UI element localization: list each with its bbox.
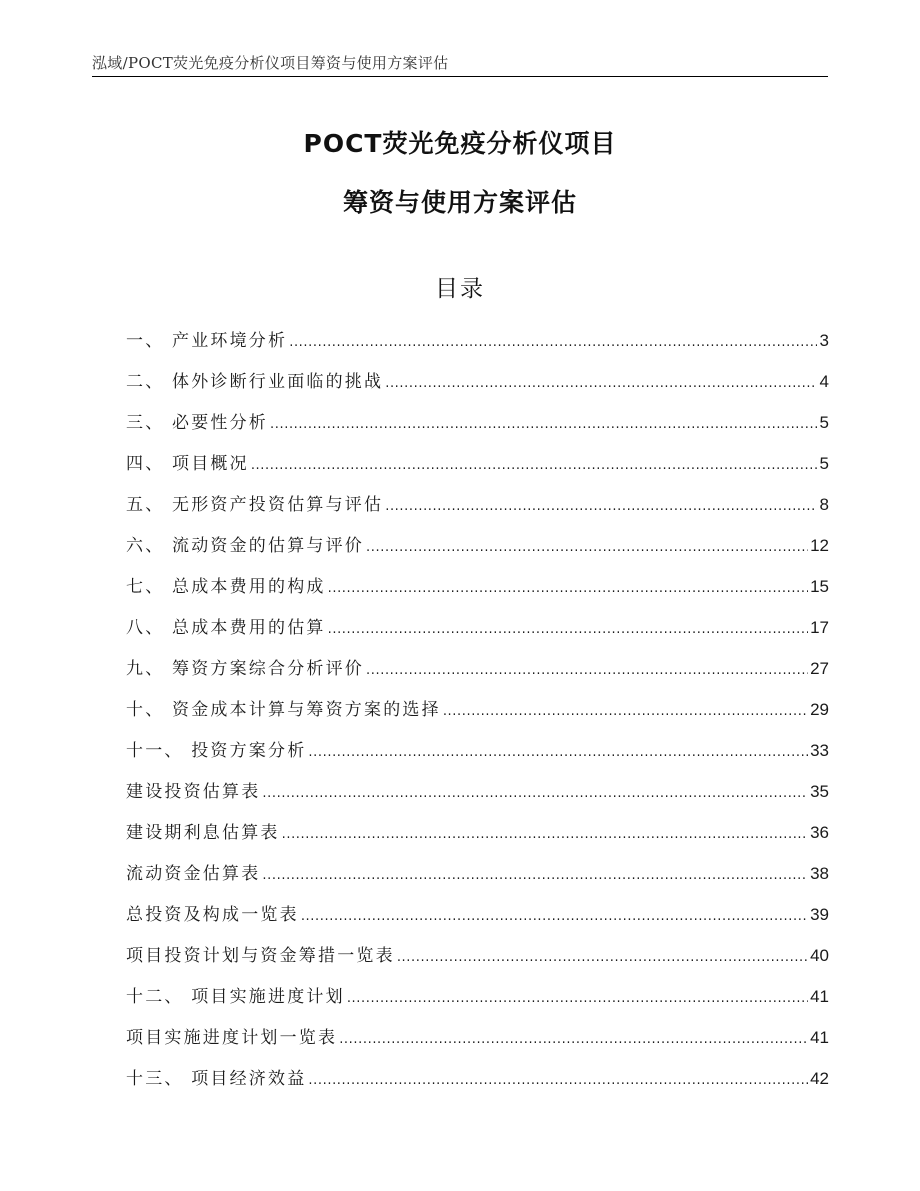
toc-entry[interactable] (126, 894, 829, 935)
toc-dot-leader (262, 855, 808, 896)
toc-entry-page-number[interactable]: 38 (810, 864, 829, 883)
toc-entry[interactable] (126, 771, 829, 812)
toc-entry[interactable] (126, 402, 829, 443)
toc-entry-label[interactable]: 项目实施进度计划一览表 (126, 1028, 338, 1048)
toc-entry-page-number[interactable]: 27 (810, 659, 829, 678)
toc-dot-leader (308, 732, 808, 773)
toc-entry-label[interactable]: 十三、 项目经济效益 (126, 1069, 307, 1089)
toc-dot-leader (262, 773, 808, 814)
toc-dot-leader (301, 896, 808, 937)
toc-entry-label[interactable]: 八、 总成本费用的估算 (126, 618, 326, 638)
toc-entry-page-number[interactable]: 29 (810, 700, 829, 719)
toc-entry-page-number[interactable]: 5 (819, 454, 829, 473)
table-of-contents (126, 320, 829, 1099)
toc-entry[interactable] (126, 812, 829, 853)
toc-entry[interactable] (126, 361, 829, 402)
toc-entry[interactable] (126, 730, 829, 771)
toc-entry-label[interactable]: 总投资及构成一览表 (126, 905, 299, 925)
document-title-line-2: 筹资与使用方案评估 (342, 188, 577, 217)
toc-heading: 目录 (435, 276, 485, 302)
toc-entry-label[interactable]: 三、 必要性分析 (126, 413, 269, 433)
toc-entry-page-number[interactable]: 35 (810, 782, 829, 801)
toc-entry-label[interactable]: 十一、 投资方案分析 (126, 741, 307, 761)
toc-dot-leader (282, 814, 808, 855)
toc-dot-leader (251, 445, 817, 486)
toc-entry-label[interactable]: 九、 筹资方案综合分析评价 (126, 659, 365, 679)
toc-entry[interactable] (126, 484, 829, 525)
toc-entry-page-number[interactable]: 40 (810, 946, 829, 965)
toc-entry-label[interactable]: 四、 项目概况 (126, 454, 249, 474)
toc-entry[interactable] (126, 320, 829, 361)
toc-entry-label[interactable]: 建设投资估算表 (126, 782, 261, 802)
toc-dot-leader (270, 404, 817, 445)
toc-entry-label[interactable]: 项目投资计划与资金筹措一览表 (126, 946, 395, 966)
toc-entry-label[interactable]: 五、 无形资产投资估算与评估 (126, 495, 384, 515)
toc-entry[interactable] (126, 935, 829, 976)
toc-entry-label[interactable]: 十二、 项目实施进度计划 (126, 987, 345, 1007)
toc-entry-label[interactable]: 七、 总成本费用的构成 (126, 577, 326, 597)
toc-entry-label[interactable]: 一、 产业环境分析 (126, 331, 288, 351)
toc-dot-leader (397, 937, 808, 978)
toc-entry[interactable] (126, 853, 829, 894)
toc-dot-leader (289, 322, 817, 363)
toc-entry[interactable] (126, 1058, 829, 1099)
toc-entry[interactable] (126, 1017, 829, 1058)
toc-entry-page-number[interactable]: 12 (810, 536, 829, 555)
toc-entry-page-number[interactable]: 41 (810, 1028, 829, 1047)
toc-entry[interactable] (126, 566, 829, 607)
toc-dot-leader (328, 609, 808, 650)
toc-entry-page-number[interactable]: 36 (810, 823, 829, 842)
running-header: 泓域/POCT荧光免疫分析仪项目筹资与使用方案评估 (92, 54, 449, 72)
toc-entry-label[interactable]: 二、 体外诊断行业面临的挑战 (126, 372, 384, 392)
toc-dot-leader (443, 691, 808, 732)
toc-dot-leader (308, 1060, 808, 1101)
toc-entry-page-number[interactable]: 3 (819, 331, 829, 350)
document-title-line-1: POCT荧光免疫分析仪项目 (303, 129, 617, 158)
toc-entry-page-number[interactable]: 15 (810, 577, 829, 596)
toc-dot-leader (366, 527, 808, 568)
toc-entry-page-number[interactable]: 8 (819, 495, 829, 514)
toc-entry[interactable] (126, 648, 829, 689)
toc-entry[interactable] (126, 525, 829, 566)
toc-dot-leader (339, 1019, 808, 1060)
toc-entry-label[interactable]: 流动资金估算表 (126, 864, 261, 884)
toc-entry-label[interactable]: 十、 资金成本计算与筹资方案的选择 (126, 700, 441, 720)
toc-entry-page-number[interactable]: 4 (819, 372, 829, 391)
toc-entry-label[interactable]: 建设期利息估算表 (126, 823, 280, 843)
toc-dot-leader (366, 650, 808, 691)
toc-dot-leader (328, 568, 808, 609)
toc-entry[interactable] (126, 976, 829, 1017)
toc-entry-page-number[interactable]: 17 (810, 618, 829, 637)
toc-entry-label[interactable]: 六、 流动资金的估算与评价 (126, 536, 365, 556)
header-rule (92, 76, 828, 77)
toc-entry-page-number[interactable]: 33 (810, 741, 829, 760)
toc-dot-leader (385, 486, 817, 527)
toc-entry[interactable] (126, 607, 829, 648)
toc-entry-page-number[interactable]: 5 (819, 413, 829, 432)
toc-entry-page-number[interactable]: 42 (810, 1069, 829, 1088)
toc-entry[interactable] (126, 689, 829, 730)
toc-dot-leader (385, 363, 817, 404)
toc-entry-page-number[interactable]: 39 (810, 905, 829, 924)
toc-dot-leader (347, 978, 808, 1019)
toc-entry-page-number[interactable]: 41 (810, 987, 829, 1006)
toc-entry[interactable] (126, 443, 829, 484)
